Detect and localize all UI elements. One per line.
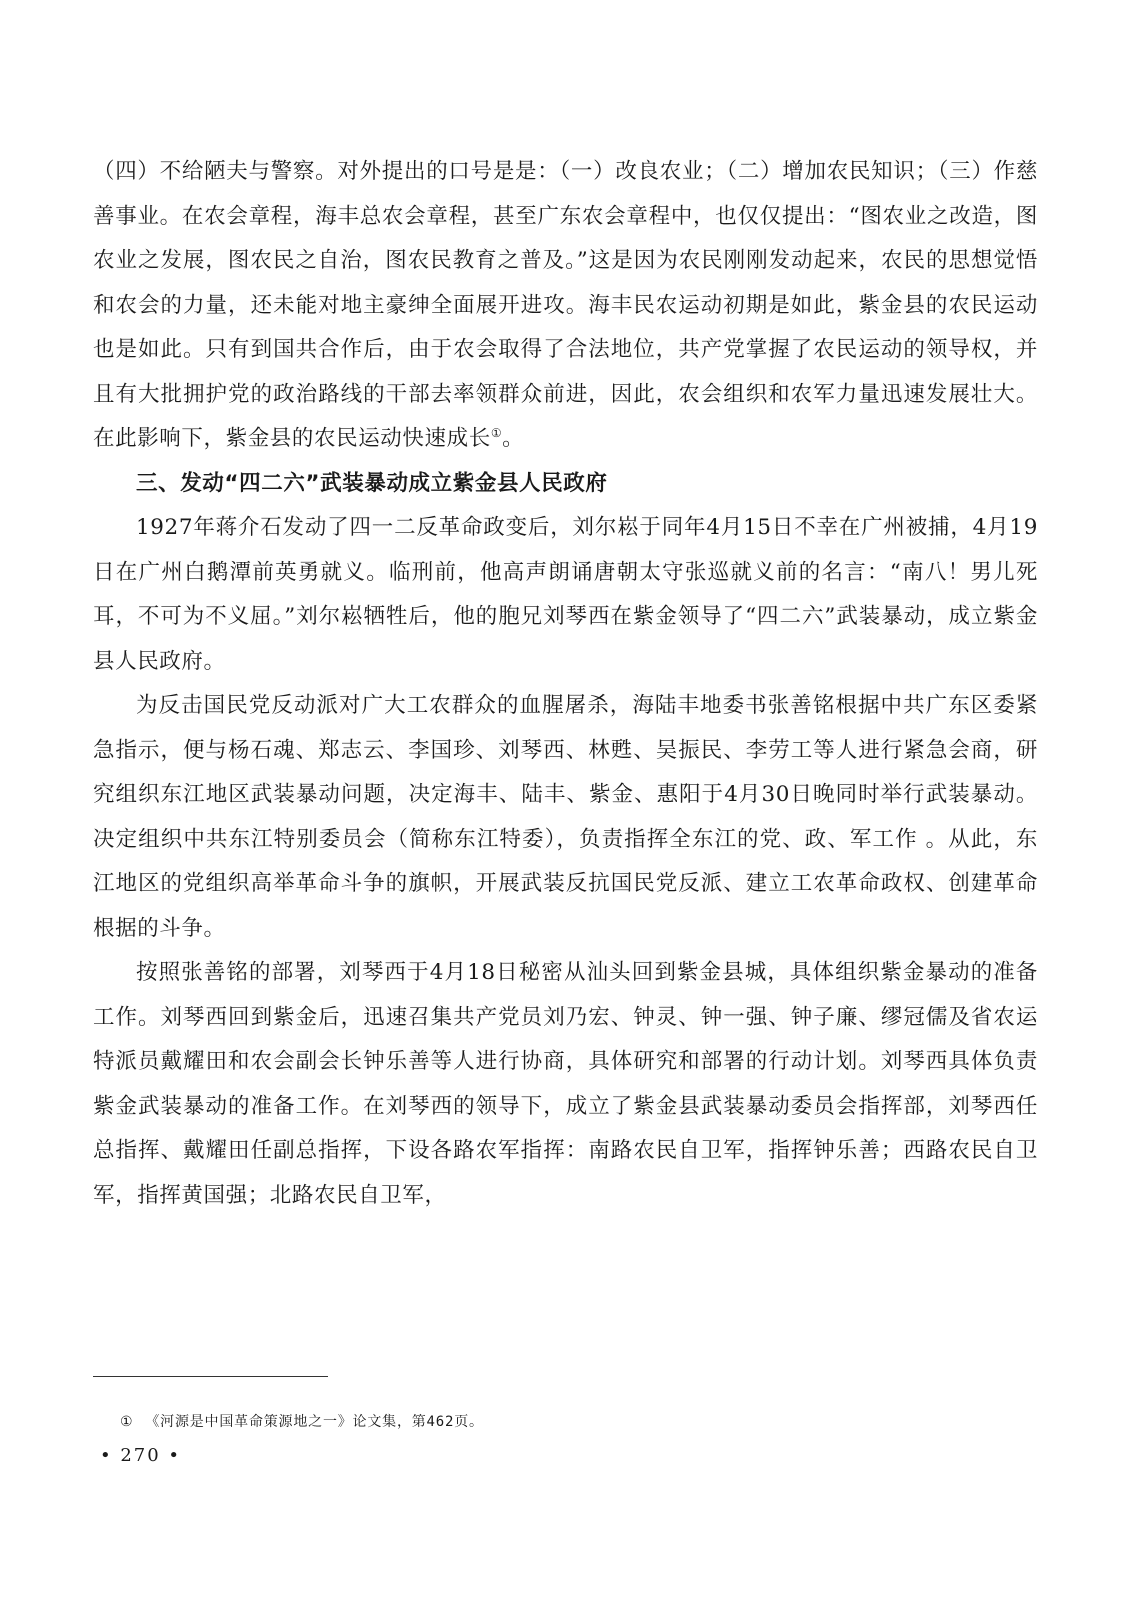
page-number: • 270 •	[100, 1445, 182, 1466]
body-text	[93, 150, 1038, 1218]
paragraph-1	[93, 150, 1038, 462]
footnote-divider	[93, 1376, 328, 1377]
footnote-reference[interactable]: ①	[490, 425, 503, 440]
paragraph-1-text: （四）不给陋夫与警察。对外提出的口号是是：（一）改良农业；（二）增加农民知识；（三）作慈善事业。在农会章程，海丰总农会章程，甚至广东农会章程中，也仅仅提出：“图农业之改造，图农业之发展，图农民之自治，图农民教育之普及。”这是因为农民刚刚发动起来，农民的思想觉悟和农会的力量，还未能对地主豪绅全面展开进攻。海丰民农运动初期是如此，紫金县的农民运动也是如此。只有到国共合作后，由于农会取得了合法地位，共产党掌握了农民运动的领导权，并且有大批拥护党的政治路线的干部去率领群众前进，因此，农会组织和农军力量迅速发展壮大。在此影响下，紫金县的农民运动快速成长	[93, 159, 1038, 451]
paragraph-1-end: 。	[502, 426, 525, 451]
section-heading: 三、发动“四二六”武装暴动成立紫金县人民政府	[136, 470, 608, 496]
paragraph-3: 为反击国民党反动派对广大工农群众的血腥屠杀，海陆丰地委书张善铭根据中共广东区委紧急指示，便与杨石魂、郑志云、李国珍、刘琴西、林甦、吴振民、李劳工等人进行紧急会商，研究组织东江地区武装暴动问题，决定海丰、陆丰、紫金、惠阳于4月30日晚同时举行武装暴动。决定组织中共东江特别委员会（简称东江特委），负责指挥全东江的党、政、军工作 。从此，东江地区的党组织高举革命斗争的旗帜，开展武装反抗国民党反派、建立工农革命政权、创建革命根据的斗争。	[93, 693, 1038, 941]
paragraph-4: 按照张善铭的部署，刘琴西于4月18日秘密从汕头回到紫金县城，具体组织紫金暴动的准备工作。刘琴西回到紫金后，迅速召集共产党员刘乃宏、钟灵、钟一强、钟子廉、缪冠儒及省农运特派员戴耀田和农会副会长钟乐善等人进行协商，具体研究和部署的行动计划。刘琴西具体负责紫金武装暴动的准备工作。在刘琴西的领导下，成立了紫金县武装暴动委员会指挥部，刘琴西任总指挥、戴耀田任副总指挥，下设各路农军指挥：南路农民自卫军，指挥钟乐善；西路农民自卫军，指挥黄国强；北路农民自卫军，	[93, 960, 1038, 1208]
footnote-mark: ①	[120, 1414, 134, 1430]
footnote	[120, 1412, 484, 1432]
paragraph-2: 1927年蒋介石发动了四一二反革命政变后，刘尔崧于同年4月15日不幸在广州被捕，4月19日在广州白鹅潭前英勇就义。临刑前，他高声朗诵唐朝太守张巡就义前的名言：“南八！男儿死耳，不可为不义屈。”刘尔崧牺牲后，他的胞兄刘琴西在紫金领导了“四二六”武装暴动，成立紫金县人民政府。	[93, 515, 1038, 674]
footnote-text: 《河源是中国革命策源地之一》论文集，第462页。	[145, 1414, 484, 1430]
